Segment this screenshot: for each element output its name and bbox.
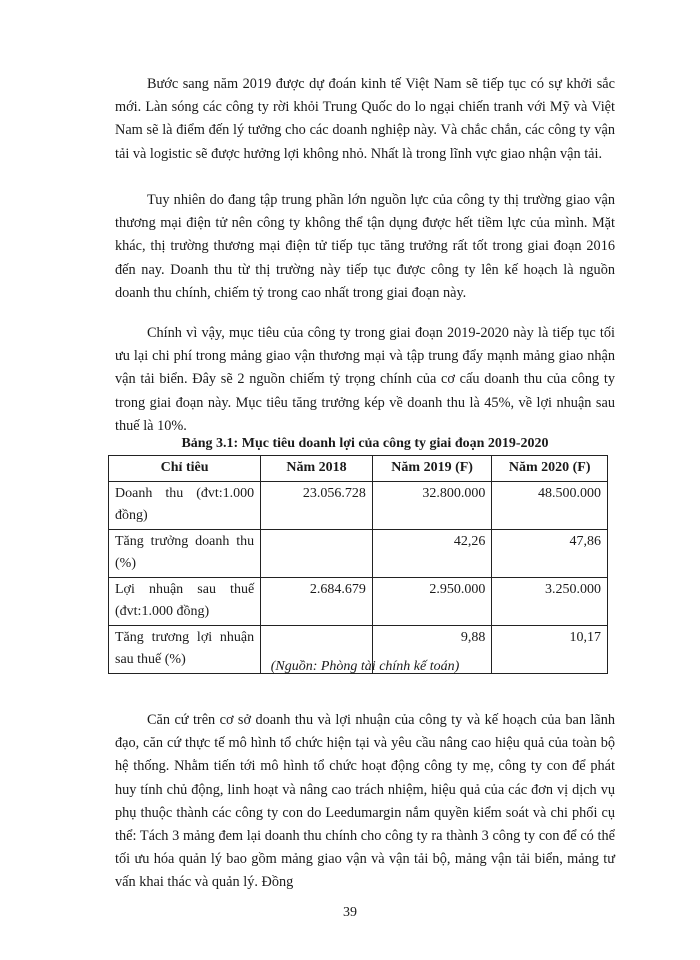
table-row: [109, 481, 608, 529]
table-header-row: [109, 456, 608, 482]
table-cell: 48.500.000: [492, 481, 608, 529]
paragraph-objectives: Chính vì vậy, mục tiêu của công ty trong giai đoạn 2019-2020 này là tiếp tục tối ưu lại chi phí trong mảng giao vận thương mại và tập trung đẩy mạnh mảng giao nhận vận tải biển. Đây sẽ 2 nguồn chiếm tỷ trọng chính của cơ cấu doanh thu của công ty trong giai đoạn này. Mục tiêu tăng trưởng kép về doanh thu là 45%, về lợi nhuận sau thuế là 10%.: [115, 325, 615, 434]
header-year-2020: Năm 2020 (F): [492, 456, 608, 482]
profit-target-table: [108, 455, 608, 674]
header-indicator: Chỉ tiêu: [109, 456, 261, 482]
row-label: Doanh thu (đvt:1.000 đồng): [109, 481, 261, 529]
header-year-2019: Năm 2019 (F): [372, 456, 491, 482]
table-cell: 10,17: [492, 625, 608, 673]
header-year-2018: Năm 2018: [261, 456, 373, 482]
table-cell: 3.250.000: [492, 577, 608, 625]
page-number: 39: [343, 905, 357, 920]
row-label: Tăng trương lợi nhuận sau thuế (%): [109, 625, 261, 673]
paragraph-restructure: Căn cứ trên cơ sở doanh thu và lợi nhuận của công ty và kế hoạch của ban lãnh đạo, căn cứ thực tế mô hình tổ chức hiện tại và yêu cầu nâng cao hiệu quả của toàn bộ hệ thống. Nhằm tiến tới mô hình tổ chức hoạt động công ty mẹ, công ty con để phát huy tính chủ động, linh hoạt và nâng cao trách nhiệm, hiệu quả của các đơn vị dịch vụ phụ thuộc thành các công ty con do Leedumargin nắm quyền kiểm soát và chi phối cụ thể: Tách 3 mảng đem lại doanh thu chính cho công ty ra thành 3 công ty con để có thể tối ưu hóa quản lý bao gồm mảng giao vận và vận tải bộ, mảng vận tải biển, mảng tư vấn khai thác và quản lý. Đồng: [115, 712, 615, 891]
table-cell: 9,88: [372, 625, 491, 673]
row-label: Lợi nhuận sau thuế (đvt:1.000 đồng): [109, 577, 261, 625]
table-cell: 47,86: [492, 529, 608, 577]
table-cell: [261, 529, 373, 577]
paragraph-resources: Tuy nhiên do đang tập trung phần lớn nguồn lực của công ty thị trường giao vận thương mại điện tử nên công ty không thể tận dụng được hết tiềm lực của mình. Mặt khác, thị trường thương mại điện tử tiếp tục tăng trưởng rất tốt trong giai đoạn 2016 đến nay. Doanh thu từ thị trường này tiếp tục được công ty lên kế hoạch là nguồn doanh thu chính, chiếm tỷ trong cao nhất trong giai đoạn này.: [115, 192, 615, 301]
table-cell: 23.056.728: [261, 481, 373, 529]
table-cell: 2.684.679: [261, 577, 373, 625]
table-caption: Bảng 3.1: Mục tiêu doanh lợi của công ty giai đoạn 2019-2020: [181, 436, 549, 451]
paragraph-outlook-2019: Bước sang năm 2019 được dự đoán kinh tế Việt Nam sẽ tiếp tục có sự khởi sắc mới. Làn sóng các công ty rời khỏi Trung Quốc do lo ngại chiến tranh với Mỹ và Việt Nam sẽ là điểm đến lý tưởng cho các doanh nghiệp này. Và chắc chắn, các công ty vận tải và logistic sẽ được hưởng lợi không nhỏ. Nhất là trong lĩnh vực giao nhận vận tải.: [115, 76, 615, 162]
table-cell: 42,26: [372, 529, 491, 577]
table-cell: 2.950.000: [372, 577, 491, 625]
table-source: (Nguồn: Phòng tài chính kế toán): [270, 659, 460, 674]
table-row: [109, 529, 608, 577]
row-label: Tăng trưởng doanh thu (%): [109, 529, 261, 577]
table-row: [109, 577, 608, 625]
table-cell: 32.800.000: [372, 481, 491, 529]
